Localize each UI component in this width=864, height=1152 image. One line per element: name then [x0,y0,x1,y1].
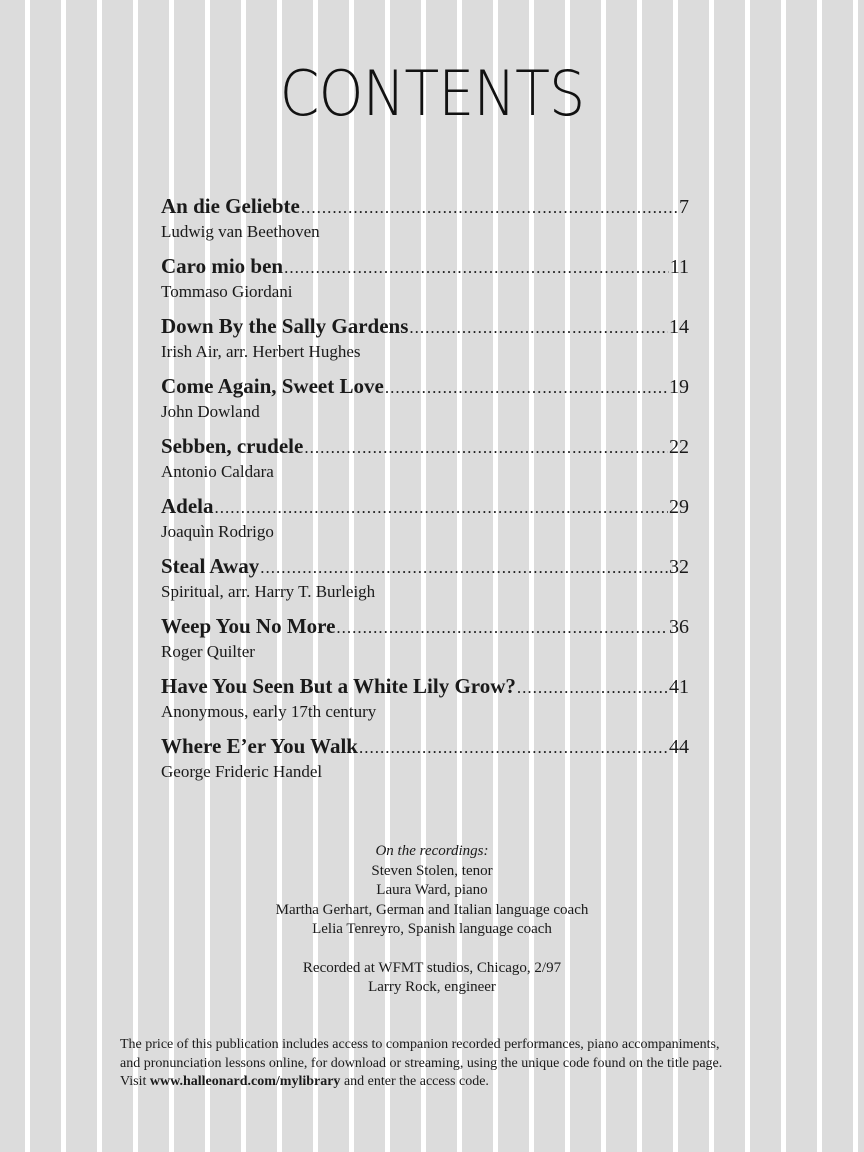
dot-leader [336,615,668,641]
page-number: 29 [669,496,689,518]
composer: Irish Air, arr. Herbert Hughes [161,342,361,361]
recording-credits [0,842,864,998]
dot-leader [301,195,678,221]
toc-line [161,493,689,521]
credit-line: Steven Stolen, tenor [371,862,493,879]
footer-line [120,1073,760,1092]
credit-line: Laura Ward, piano [376,882,488,898]
page-number: 11 [669,256,689,278]
composer: Spiritual, arr. Harry T. Burleigh [161,582,376,601]
toc-entry[interactable] [161,733,689,793]
song-title: Caro mio ben [161,254,284,278]
dot-leader [409,315,668,341]
song-title: Down By the Sally Gardens [161,314,409,338]
composer: Tommaso Giordani [161,282,293,301]
toc-line [161,373,689,401]
toc-entry[interactable] [161,553,689,613]
dot-leader [215,495,669,521]
dot-leader [260,555,668,581]
composer: John Dowland [161,402,260,421]
page-title: CONTENTS [279,57,585,130]
spacer [0,940,864,959]
song-title: An die Geliebte [161,194,300,218]
page-number: 41 [669,676,689,698]
song-title: Come Again, Sweet Love [161,374,384,398]
table-of-contents [161,193,689,793]
page-number: 36 [669,616,689,638]
footer-line: The price of this publication includes access to companion recorded performances, piano accompaniments, [120,1037,720,1052]
access-note [120,1036,760,1092]
toc-entry[interactable] [161,313,689,373]
song-title: Adela [161,494,214,518]
composer: George Frideric Handel [161,762,323,781]
toc-entry[interactable] [161,253,689,313]
song-title: Weep You No More [161,614,336,638]
song-title: Have You Seen But a White Lily Grow? [161,674,516,698]
footer-line: and pronunciation lessons online, for download or streaming, using the unique code found on the title page. [120,1055,723,1071]
credits-heading: On the recordings: [375,843,489,859]
composer: Antonio Caldara [161,462,274,481]
song-title: Where E’er You Walk [161,734,358,758]
composer: Roger Quilter [161,642,255,661]
recording-line: Larry Rock, engineer [368,979,496,995]
toc-line [161,733,689,761]
dot-leader [359,735,668,761]
toc-entry[interactable] [161,433,689,493]
toc-entry[interactable] [161,373,689,433]
page-number: 44 [669,736,689,758]
composer: Ludwig van Beethoven [161,222,320,241]
access-text: and enter the access code. [343,1074,489,1089]
toc-line [161,313,689,341]
song-title: Sebben, crudele [161,434,304,458]
toc-entry[interactable] [161,673,689,733]
recording-line: Recorded at WFMT studios, Chicago, 2/97 [302,959,562,976]
song-title: Steal Away [161,554,260,578]
toc-line [161,553,689,581]
dot-leader [284,255,669,281]
page-number: 19 [669,376,689,398]
credit-line: Lelia Tenreyro, Spanish language coach [312,921,552,937]
composer: Joaquìn Rodrigo [161,522,274,541]
toc-line [161,193,689,221]
dot-leader [385,375,668,401]
page-number: 7 [679,196,689,218]
visit-text: Visit [120,1074,147,1089]
toc-entry[interactable] [161,613,689,673]
toc-line [161,613,689,641]
toc-line [161,253,689,281]
toc-entry[interactable] [161,493,689,553]
page-number: 32 [669,556,689,578]
page-number: 14 [669,316,689,338]
toc-line [161,673,689,701]
credit-line: Martha Gerhart, German and Italian language coach [275,901,589,918]
page-number: 22 [669,436,689,458]
toc-line [161,433,689,461]
toc-entry[interactable] [161,193,689,253]
dot-leader [304,435,668,461]
dot-leader [517,675,668,701]
library-link[interactable]: www.halleonard.com/mylibrary [149,1074,341,1089]
composer: Anonymous, early 17th century [161,702,377,721]
